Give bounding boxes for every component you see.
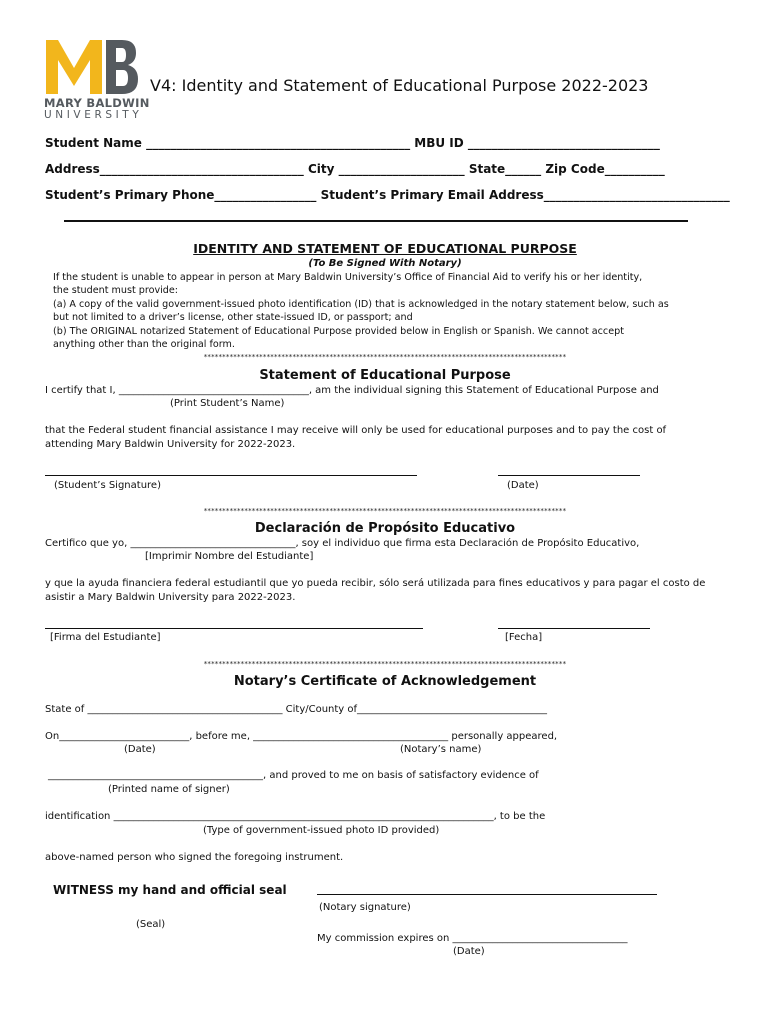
mb-logo-mark-icon (44, 38, 140, 96)
notary-signature-line[interactable] (317, 894, 657, 895)
notary-proved-line[interactable]: ___________________________________________, and proved to me on basis of satisfactory evidence of (48, 770, 539, 781)
identity-a2: but not limited to a driver’s license, other state-issued ID, or passport; and (53, 312, 413, 323)
spanish-line-1[interactable]: Certifico que yo, _________________________________, soy el individuo que firma esta Declaración de Propósito Educativo, (45, 538, 640, 549)
identity-subheading: (To Be Signed With Notary) (308, 258, 462, 269)
notary-date-label: (Date) (124, 744, 156, 755)
english-line-2: that the Federal student financial assistance I may receive will only be used for educational purposes and to pay the cost of (45, 425, 667, 436)
identity-a1: (a) A copy of the valid government-issued photo identification (ID) that is acknowledged in the notary statement below, such as (53, 299, 669, 310)
spanish-signature-line[interactable] (45, 628, 423, 629)
student-info-row-2[interactable]: Address__________________________________ City _____________________ State______ Zip Code__________ (45, 162, 665, 176)
separator-2: ************************************************************************************************** (203, 507, 567, 515)
student-date-line[interactable] (498, 475, 640, 476)
english-date-label: (Date) (507, 480, 539, 491)
notary-name-label: (Notary’s name) (400, 744, 482, 755)
notary-id-line[interactable]: identification ____________________________________________________________________________, to be the (45, 811, 546, 822)
logo-line-1: MARY BALDWIN (44, 96, 150, 110)
notary-id-type-label: (Type of government-issued photo ID provided) (203, 825, 440, 836)
identity-p2: the student must provide: (53, 285, 179, 296)
english-heading: Statement of Educational Purpose (259, 368, 511, 383)
english-print-label: (Print Student’s Name) (170, 398, 285, 409)
separator-1: ************************************************************************************************** (203, 353, 567, 361)
student-info-row-3[interactable]: Student’s Primary Phone_________________ Student’s Primary Email Address_______________________________ (45, 188, 730, 202)
identity-b1: (b) The ORIGINAL notarized Statement of Educational Purpose provided below in English or Spanish. We cannot accept (53, 326, 624, 337)
identity-b2: anything other than the original form. (53, 339, 235, 350)
spanish-line-3: asistir a Mary Baldwin University para 2022-2023. (45, 592, 296, 603)
notary-state-line[interactable]: State of _______________________________________ City/County of______________________________________ (45, 704, 548, 715)
spanish-line-2: y que la ayuda financiera federal estudiantil que yo pueda recibir, sólo será utilizada para fines educativos y para pagar el costo de (45, 578, 706, 589)
commission-date-label: (Date) (453, 946, 485, 957)
student-info-row-1[interactable]: Student Name ____________________________________________ MBU ID ________________________________ (45, 136, 660, 150)
logo-line-2: UNIVERSITY (44, 109, 143, 121)
separator-3: ************************************************************************************************** (203, 660, 567, 668)
notary-signature-label: (Notary signature) (319, 902, 411, 913)
notary-heading: Notary’s Certificate of Acknowledgement (233, 674, 537, 689)
english-line-3: attending Mary Baldwin University for 2022-2023. (45, 439, 296, 450)
notary-printed-label: (Printed name of signer) (108, 784, 230, 795)
spanish-date-label: [Fecha] (505, 632, 543, 643)
commission-line[interactable]: My commission expires on ___________________________________ (317, 933, 628, 944)
student-signature-line[interactable] (45, 475, 417, 476)
witness-label: WITNESS my hand and official seal (53, 883, 287, 897)
seal-label: (Seal) (136, 919, 166, 930)
identity-heading: IDENTITY AND STATEMENT OF EDUCATIONAL PURPOSE (193, 241, 577, 256)
notary-on-line[interactable]: On__________________________, before me, _______________________________________ personally appeared, (45, 731, 558, 742)
spanish-print-label: [Imprimir Nombre del Estudiante] (145, 551, 314, 562)
english-signature-label: (Student’s Signature) (54, 480, 161, 491)
divider (64, 220, 688, 222)
notary-above-line: above-named person who signed the foregoing instrument. (45, 852, 344, 863)
page-title: V4: Identity and Statement of Educational Purpose 2022-2023 (150, 76, 649, 95)
english-line-1[interactable]: I certify that I, ______________________________________, am the individual signing this Statement of Educational Purpose and (45, 385, 659, 396)
identity-p1: If the student is unable to appear in person at Mary Baldwin University’s Office of Financial Aid to verify his or her identity, (53, 272, 643, 283)
spanish-date-line[interactable] (498, 628, 650, 629)
spanish-heading: Declaración de Propósito Educativo (254, 521, 516, 536)
university-logo (44, 38, 150, 121)
spanish-signature-label: [Firma del Estudiante] (50, 632, 161, 643)
